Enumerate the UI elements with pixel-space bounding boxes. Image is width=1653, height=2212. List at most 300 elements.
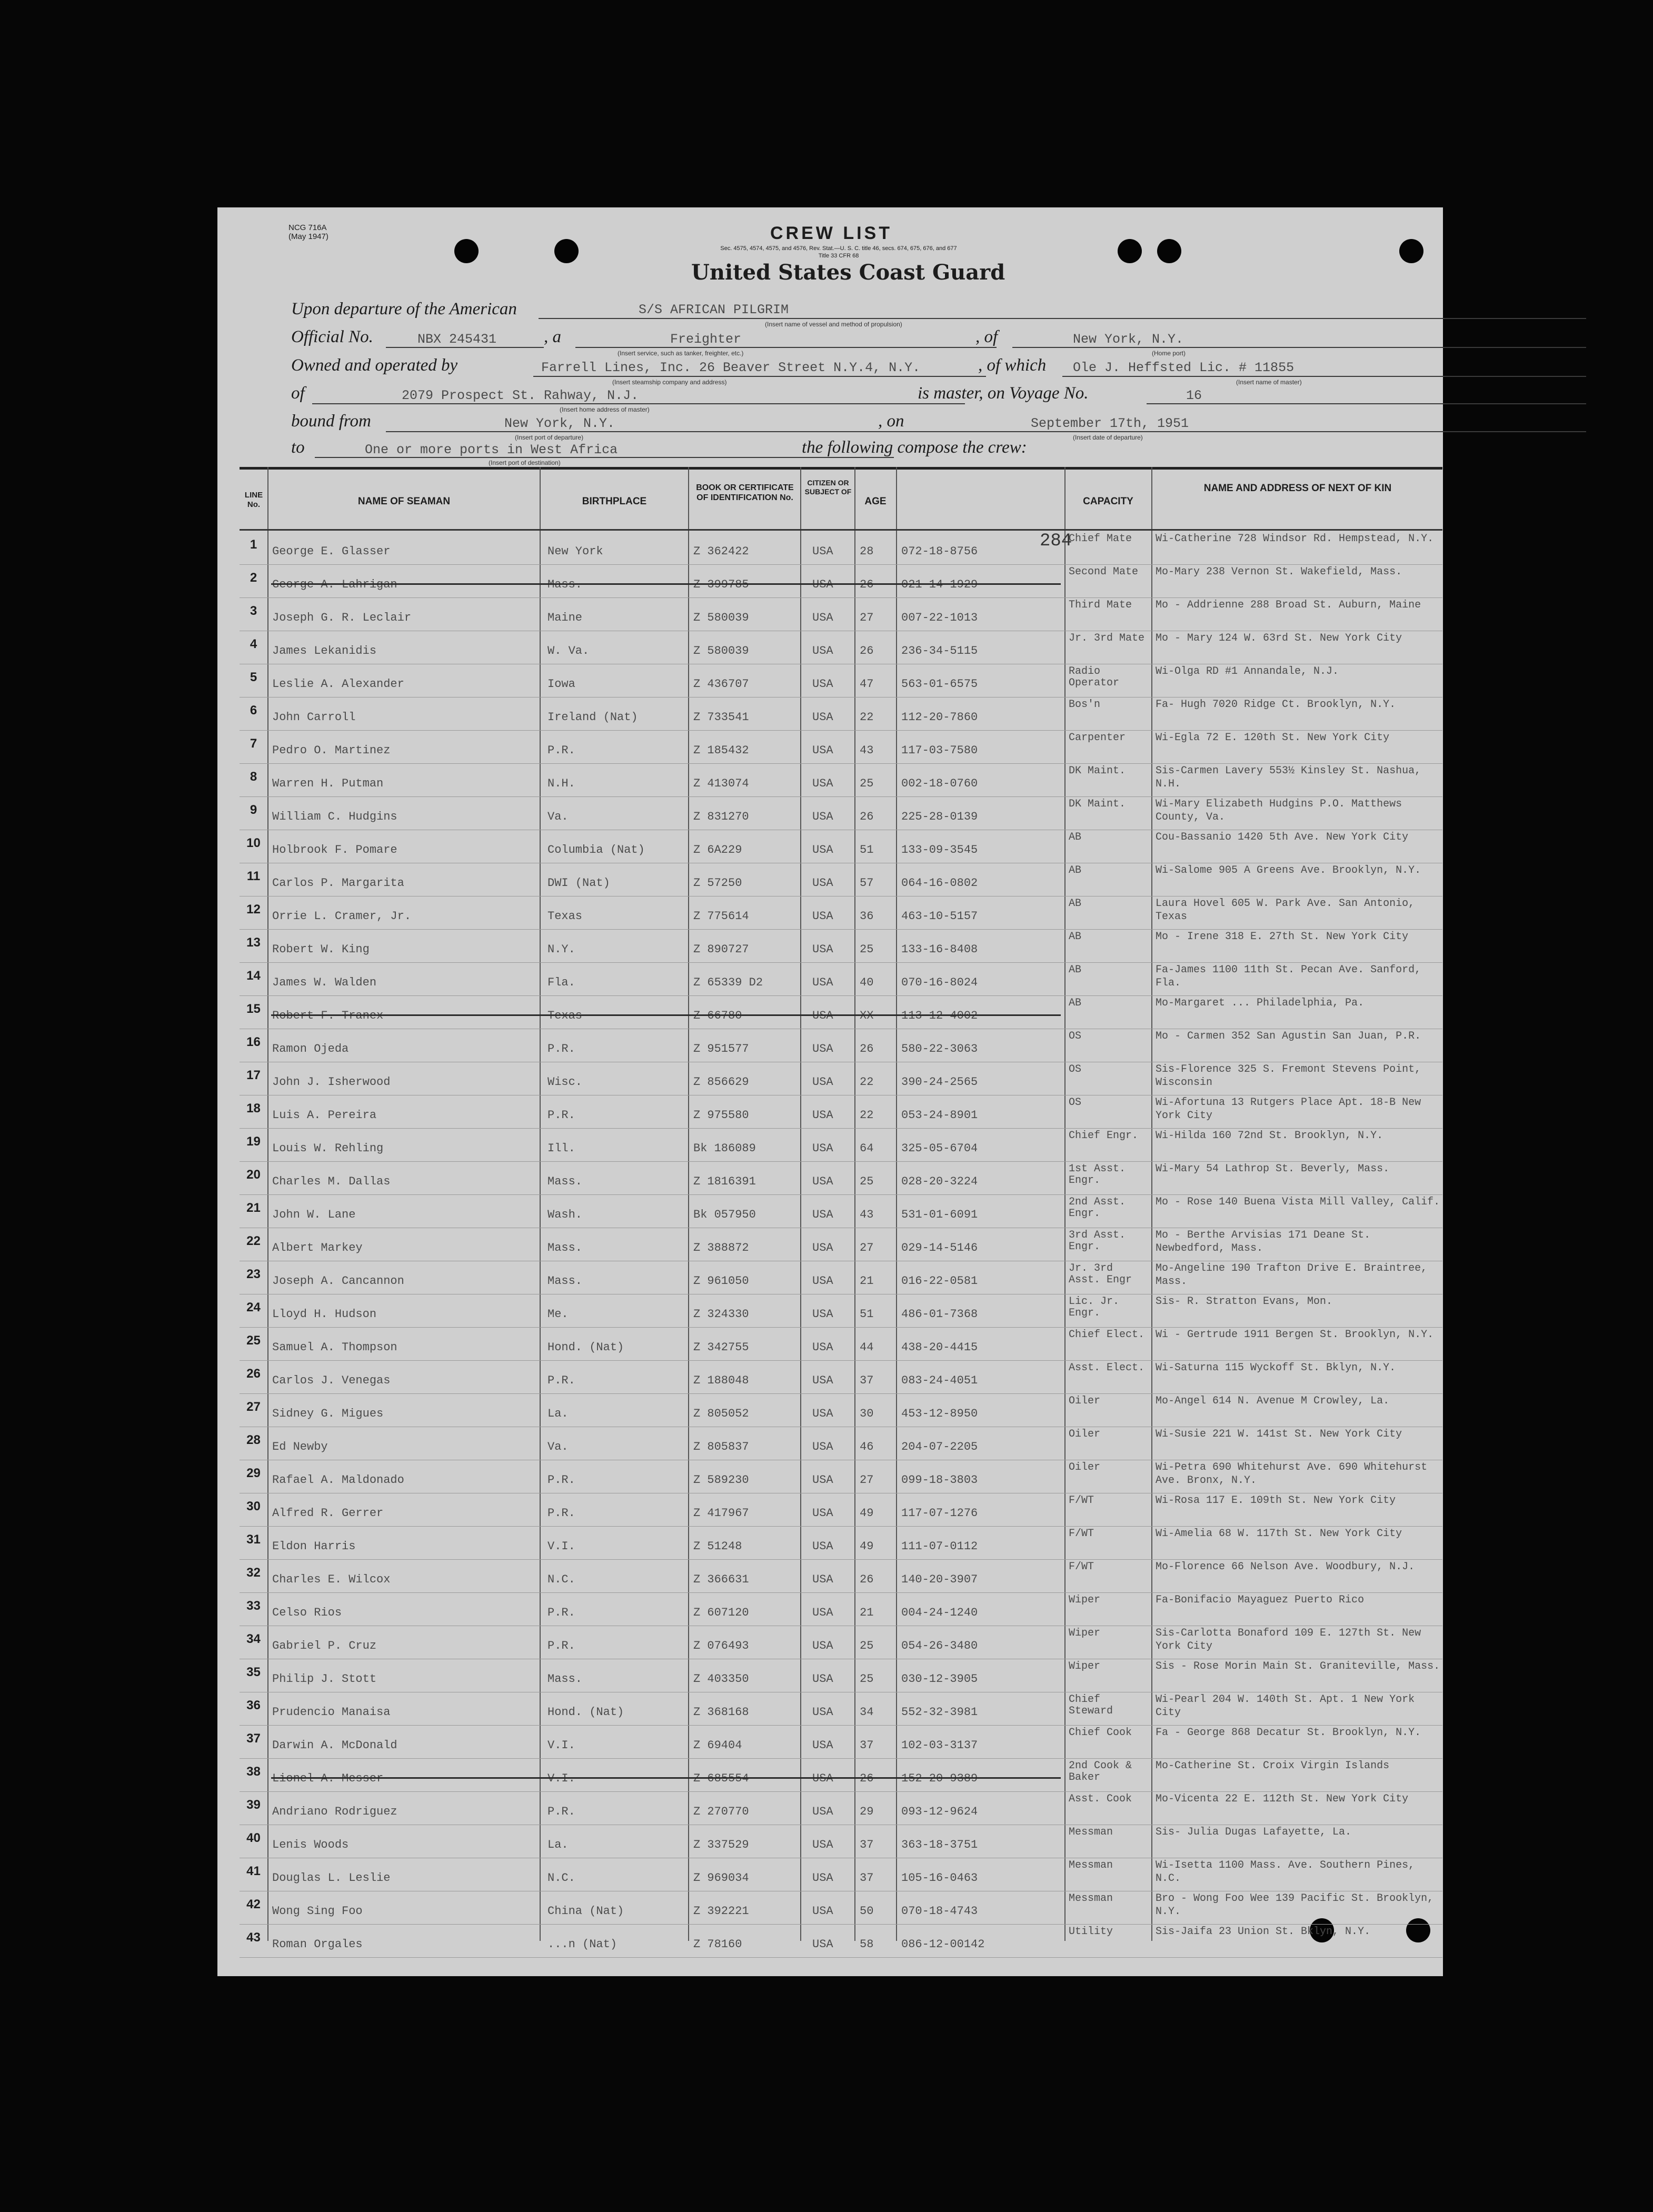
cell-book: Z 775614	[693, 910, 749, 923]
cell-kin: Mo - Carmen 352 San Agustin San Juan, P.R.	[1156, 1030, 1421, 1042]
crew-row	[240, 929, 1442, 963]
cell-name: Ramon Ojeda	[272, 1042, 349, 1055]
col-header-citizen: CITIZEN OR SUBJECT OF	[804, 479, 852, 496]
cell-no: 18	[246, 1101, 261, 1115]
cell-ssn: 007-22-1013	[901, 611, 978, 624]
cell-capacity: Jr. 3rd Asst. Engr	[1069, 1263, 1132, 1286]
cell-capacity: Oiler	[1069, 1396, 1101, 1407]
cell-capacity: AB	[1069, 832, 1082, 843]
cell-no: 40	[246, 1831, 261, 1845]
crew-row	[240, 1493, 1442, 1527]
cell-ssn: 102-03-3137	[901, 1739, 978, 1752]
cell-name: Wong Sing Foo	[272, 1905, 363, 1918]
cell-name: Louis W. Rehling	[272, 1142, 384, 1155]
cell-kin: Sis-Carlotta Bonaford 109 E. 127th St. New York City	[1156, 1627, 1421, 1652]
cell-age: 64	[860, 1142, 874, 1155]
cell-name: John J. Isherwood	[272, 1075, 391, 1089]
punch-hole	[454, 239, 479, 263]
cell-age: 49	[860, 1540, 874, 1553]
cell-book: Z 1816391	[693, 1175, 756, 1188]
cell-book: Z 337529	[693, 1838, 749, 1851]
cell-birthplace: Va.	[547, 1440, 569, 1453]
cell-ssn: 463-10-5157	[901, 910, 978, 923]
crew-row	[240, 564, 1442, 598]
cell-book: Z 076493	[693, 1639, 749, 1652]
cell-name: John W. Lane	[272, 1208, 356, 1221]
cell-citizen: USA	[812, 1639, 833, 1652]
cell-capacity: Oiler	[1069, 1429, 1101, 1440]
cell-capacity: Second Mate	[1069, 566, 1139, 578]
statute-line-2: Title 33 CFR 68	[818, 253, 859, 259]
cell-citizen: USA	[812, 1341, 833, 1354]
cell-citizen: USA	[812, 644, 833, 657]
cell-citizen: USA	[812, 1739, 833, 1752]
cell-no: 33	[246, 1599, 261, 1613]
crew-row	[240, 896, 1442, 930]
cell-no: 32	[246, 1566, 261, 1580]
cell-kin: Bro - Wong Foo Wee 139 Pacific St. Brooklyn, N.Y.	[1156, 1892, 1434, 1918]
cell-age: 44	[860, 1341, 874, 1354]
cell-ssn: 112-20-7860	[901, 711, 978, 724]
cell-ssn: 390-24-2565	[901, 1075, 978, 1089]
cell-ssn: 486-01-7368	[901, 1308, 978, 1321]
home-port: New York, N.Y.	[1073, 332, 1184, 347]
cell-name: Joseph G. R. Leclair	[272, 611, 412, 624]
crew-row	[240, 830, 1442, 863]
cell-no: 38	[246, 1765, 261, 1779]
cell-capacity: F/WT	[1069, 1495, 1094, 1507]
cell-citizen: USA	[812, 711, 833, 724]
cell-capacity: Oiler	[1069, 1462, 1101, 1473]
cell-book: Z 580039	[693, 611, 749, 624]
cell-kin: Mo - Mary 124 W. 63rd St. New York City	[1156, 632, 1402, 644]
cell-age: 51	[860, 1308, 874, 1321]
cell-name: Rafael A. Maldonado	[272, 1473, 404, 1487]
cell-capacity: Asst. Cook	[1069, 1793, 1132, 1805]
crew-row	[240, 1659, 1442, 1692]
owner-caption: (Insert steamship company and address)	[612, 378, 727, 386]
cell-citizen: USA	[812, 1142, 833, 1155]
voyage-number: 16	[1186, 388, 1202, 403]
cell-age: 46	[860, 1440, 874, 1453]
cell-birthplace: Mass.	[547, 1241, 583, 1254]
statute-line: Sec. 4575, 4574, 4575, and 4576, Rev. Stat.—U. S. C. title 46, secs. 674, 675, 676, and 677	[720, 245, 957, 252]
cell-ssn: 070-18-4743	[901, 1905, 978, 1918]
cell-no: 36	[246, 1698, 261, 1712]
cell-no: 28	[246, 1433, 261, 1447]
cell-name: Pedro O. Martinez	[272, 744, 391, 757]
cell-ssn: 552-32-3981	[901, 1706, 978, 1719]
cell-citizen: USA	[812, 876, 833, 890]
cell-no: 13	[246, 935, 261, 950]
cell-book: Z 78160	[693, 1938, 742, 1951]
cell-kin: Sis- Julia Dugas Lafayette, La.	[1156, 1826, 1352, 1838]
cell-ssn: 133-16-8408	[901, 943, 978, 956]
cell-kin: Wi-Afortuna 13 Rutgers Place Apt. 18-B New York City	[1156, 1097, 1421, 1122]
form-number: NCG 716A	[288, 223, 327, 232]
cell-kin: Wi-Olga RD #1 Annandale, N.J.	[1156, 665, 1339, 677]
cell-age: 21	[860, 1274, 874, 1288]
cell-kin: Mo-Angeline 190 Trafton Drive E. Braintree, Mass.	[1156, 1262, 1428, 1288]
departure-port-caption: (Insert port of departure)	[515, 434, 584, 441]
crew-row	[240, 1758, 1442, 1792]
crew-row	[240, 962, 1442, 996]
departure-date-caption: (Insert date of departure)	[1073, 434, 1143, 441]
cell-name: Gabriel P. Cruz	[272, 1639, 377, 1652]
cell-kin: Wi-Hilda 160 72nd St. Brooklyn, N.Y.	[1156, 1130, 1383, 1142]
cell-kin: Cou-Bassanio 1420 5th Ave. New York City	[1156, 831, 1409, 843]
cell-age: 25	[860, 1639, 874, 1652]
cell-name: Ed Newby	[272, 1440, 328, 1453]
cell-ssn: 028-20-3224	[901, 1175, 978, 1188]
cell-citizen: USA	[812, 1075, 833, 1089]
cell-capacity: Chief Steward	[1069, 1694, 1113, 1717]
cell-birthplace: Columbia (Nat)	[547, 843, 645, 856]
cell-no: 16	[246, 1035, 261, 1049]
cell-name: Joseph A. Cancannon	[272, 1274, 404, 1288]
crew-row	[240, 597, 1442, 631]
cell-capacity: Messman	[1069, 1893, 1113, 1905]
cell-book: Z 805052	[693, 1407, 749, 1420]
cell-citizen: USA	[812, 1042, 833, 1055]
cell-ssn: 117-03-7580	[901, 744, 978, 757]
cell-age: 26	[860, 1573, 874, 1586]
a-label: , a	[544, 327, 561, 346]
cell-capacity: AB	[1069, 998, 1082, 1009]
cell-name: Celso Rios	[272, 1606, 342, 1619]
cell-citizen: USA	[812, 1938, 833, 1951]
cell-no: 26	[246, 1367, 261, 1381]
cell-citizen: USA	[812, 1540, 833, 1553]
cell-age: 30	[860, 1407, 874, 1420]
cell-kin: Sis-Florence 325 S. Fremont Stevens Point, Wisconsin	[1156, 1063, 1421, 1089]
cell-age: 25	[860, 1672, 874, 1686]
cell-age: 36	[860, 910, 874, 923]
cell-capacity: Utility	[1069, 1926, 1113, 1938]
cell-book: Z 589230	[693, 1473, 749, 1487]
cell-capacity: Chief Cook	[1069, 1727, 1132, 1739]
crew-row	[240, 1427, 1442, 1460]
crew-row	[240, 1825, 1442, 1858]
cell-age: 43	[860, 744, 874, 757]
cell-book: Z 413074	[693, 777, 749, 790]
cell-birthplace: V.I.	[547, 1540, 575, 1553]
master-name: Ole J. Heffsted Lic. # 11855	[1073, 360, 1294, 375]
cell-no: 39	[246, 1798, 261, 1812]
cell-ssn: 070-16-8024	[901, 976, 978, 989]
cell-book: Z 185432	[693, 744, 749, 757]
cell-book: Z 607120	[693, 1606, 749, 1619]
cell-no: 7	[250, 736, 257, 751]
crew-row	[240, 1592, 1442, 1626]
cell-ssn: 580-22-3063	[901, 1042, 978, 1055]
cell-no: 42	[246, 1897, 261, 1911]
cell-name: George E. Glasser	[272, 545, 391, 558]
crew-row	[240, 1924, 1442, 1958]
cell-book: Z 805837	[693, 1440, 749, 1453]
cell-book: Z 324330	[693, 1308, 749, 1321]
cell-name: Roman Orgales	[272, 1938, 363, 1951]
cell-citizen: USA	[812, 943, 833, 956]
cell-birthplace: W. Va.	[547, 644, 590, 657]
crew-row	[240, 1725, 1442, 1759]
cell-kin: Mo - Berthe Arvisias 171 Deane St. Newbedford, Mass.	[1156, 1229, 1371, 1254]
cell-age: 51	[860, 843, 874, 856]
cell-birthplace: N.H.	[547, 777, 575, 790]
cell-birthplace: Wisc.	[547, 1075, 583, 1089]
cell-capacity: OS	[1069, 1064, 1082, 1075]
cell-no: 3	[250, 604, 257, 618]
bound-label: bound from	[291, 412, 371, 431]
cell-kin: Sis- R. Stratton Evans, Mon.	[1156, 1296, 1333, 1308]
crew-row	[240, 1294, 1442, 1328]
crew-row	[240, 1526, 1442, 1560]
cell-name: Warren H. Putman	[272, 777, 384, 790]
cell-name: Carlos J. Venegas	[272, 1374, 391, 1387]
cell-ssn: 093-12-9624	[901, 1805, 978, 1818]
crew-row	[240, 1460, 1442, 1493]
cell-birthplace: P.R.	[547, 1639, 575, 1652]
cell-book: Z 831270	[693, 810, 749, 823]
departure-label: Upon departure of the American	[291, 300, 517, 318]
cell-age: 25	[860, 777, 874, 790]
crew-row	[240, 995, 1442, 1029]
cell-capacity: 2nd Cook & Baker	[1069, 1760, 1132, 1783]
cell-citizen: USA	[812, 1241, 833, 1254]
cell-ssn: 438-20-4415	[901, 1341, 978, 1354]
crew-row	[240, 697, 1442, 731]
on-label: , on	[878, 412, 904, 431]
cell-no: 29	[246, 1466, 261, 1480]
cell-book: Z 69404	[693, 1739, 742, 1752]
cell-birthplace: P.R.	[547, 1805, 575, 1818]
cell-name: Lloyd H. Hudson	[272, 1308, 377, 1321]
cell-ssn: 029-14-5146	[901, 1241, 978, 1254]
crew-row	[240, 1261, 1442, 1294]
crew-row	[240, 1393, 1442, 1427]
cell-kin: Sis-Carmen Lavery 553½ Kinsley St. Nashua, N.H.	[1156, 765, 1421, 790]
cell-birthplace: N.C.	[547, 1573, 575, 1586]
cell-capacity: AB	[1069, 898, 1082, 910]
cell-book: Z 403350	[693, 1672, 749, 1686]
owner: Farrell Lines, Inc. 26 Beaver Street N.Y.4, N.Y.	[541, 360, 921, 375]
cell-book: Z 392221	[693, 1905, 749, 1918]
cell-book: Z 65339 D2	[693, 976, 763, 989]
cell-capacity: Radio Operator	[1069, 666, 1120, 689]
cell-capacity: 3rd Asst. Engr.	[1069, 1230, 1126, 1253]
cell-age: 27	[860, 611, 874, 624]
cell-capacity: Wiper	[1069, 1661, 1101, 1672]
cell-birthplace: Ireland (Nat)	[547, 711, 638, 724]
cell-kin: Wi-Isetta 1100 Mass. Ave. Southern Pines, N.C.	[1156, 1859, 1415, 1885]
cell-ssn: 325-05-6704	[901, 1142, 978, 1155]
cell-capacity: 2nd Asst. Engr.	[1069, 1197, 1126, 1220]
cell-capacity: Messman	[1069, 1827, 1113, 1838]
crew-row	[240, 1858, 1442, 1891]
cell-name: Philip J. Stott	[272, 1672, 377, 1686]
cell-no: 20	[246, 1168, 261, 1182]
cell-name: Charles E. Wilcox	[272, 1573, 391, 1586]
cell-book: Z 733541	[693, 711, 749, 724]
agency-title: United States Coast Guard	[691, 260, 1005, 285]
col-header-book-full: BOOK OR CERTIFICATE OF IDENTIFICATION No.	[696, 483, 794, 502]
crew-row	[240, 1062, 1442, 1095]
owned-label: Owned and operated by	[291, 356, 458, 375]
col-header-birthplace: BIRTHPLACE	[582, 496, 647, 507]
cell-no: 25	[246, 1333, 261, 1348]
cell-ssn: 053-24-8901	[901, 1109, 978, 1122]
crew-row	[240, 1327, 1442, 1361]
cell-name: John Carroll	[272, 711, 356, 724]
cell-citizen: USA	[812, 910, 833, 923]
cell-ssn: 099-18-3803	[901, 1473, 978, 1487]
cell-age: 37	[860, 1374, 874, 1387]
cell-citizen: USA	[812, 1606, 833, 1619]
cell-citizen: USA	[812, 1440, 833, 1453]
master-address-caption: (Insert home address of master)	[560, 406, 650, 413]
home-port-caption: (Home port)	[1152, 350, 1186, 357]
cell-no: 27	[246, 1400, 261, 1414]
cell-book: Z 366631	[693, 1573, 749, 1586]
cell-citizen: USA	[812, 1374, 833, 1387]
cell-age: 22	[860, 1109, 874, 1122]
cell-name: Andriano Rodriguez	[272, 1805, 397, 1818]
cell-no: 41	[246, 1864, 261, 1878]
cell-book: Bk 057950	[693, 1208, 756, 1221]
cell-kin: Wi-Saturna 115 Wyckoff St. Bklyn, N.Y.	[1156, 1362, 1396, 1374]
cell-kin: Wi-Rosa 117 E. 109th St. New York City	[1156, 1494, 1396, 1507]
cell-no: 8	[250, 770, 257, 784]
cell-capacity: Chief Elect.	[1069, 1329, 1145, 1341]
cell-citizen: USA	[812, 1109, 833, 1122]
cell-capacity: AB	[1069, 931, 1082, 943]
cell-citizen: USA	[812, 1208, 833, 1221]
cell-kin: Mo - Addrienne 288 Broad St. Auburn, Maine	[1156, 599, 1421, 611]
cell-age: 22	[860, 711, 874, 724]
cell-capacity: Wiper	[1069, 1628, 1101, 1639]
cell-birthplace: V.I.	[547, 1739, 575, 1752]
of-label: , of	[975, 327, 998, 346]
cell-name: James Lekanidis	[272, 644, 377, 657]
cell-kin: Fa-James 1100 11th St. Pecan Ave. Sanford, Fla.	[1156, 964, 1421, 989]
cell-citizen: USA	[812, 1573, 833, 1586]
cell-kin: Wi-Catherine 728 Windsor Rd. Hempstead, N.Y.	[1156, 533, 1434, 545]
strikethrough-line	[271, 1014, 1061, 1016]
cell-ssn: 363-18-3751	[901, 1838, 978, 1851]
cell-age: 26	[860, 644, 874, 657]
cell-citizen: USA	[812, 611, 833, 624]
cell-birthplace: P.R.	[547, 1473, 575, 1487]
cell-birthplace: P.R.	[547, 744, 575, 757]
cell-ssn: 064-16-0802	[901, 876, 978, 890]
cell-no: 6	[250, 703, 257, 718]
to-label: to	[291, 438, 305, 457]
of-which-label: , of which	[978, 356, 1047, 375]
crew-row	[240, 863, 1442, 896]
cell-birthplace: DWI (Nat)	[547, 876, 610, 890]
cell-book: Z 856629	[693, 1075, 749, 1089]
cell-no: 17	[246, 1068, 261, 1082]
cell-citizen: USA	[812, 1805, 833, 1818]
crew-row	[240, 1095, 1442, 1129]
official-no-label: Official No.	[291, 327, 373, 346]
cell-no: 30	[246, 1499, 261, 1513]
cell-citizen: USA	[812, 1838, 833, 1851]
cell-citizen: USA	[812, 677, 833, 691]
cell-kin: Mo-Mary 238 Vernon St. Wakefield, Mass.	[1156, 566, 1402, 578]
cell-no: 1	[250, 537, 257, 552]
compose-label: the following compose the crew:	[802, 438, 1027, 457]
punch-hole	[1118, 239, 1142, 263]
cell-capacity: F/WT	[1069, 1528, 1094, 1540]
annotation-number: 284	[1040, 531, 1072, 551]
cell-birthplace: La.	[547, 1407, 569, 1420]
strikethrough-line	[271, 583, 1061, 585]
cell-age: 22	[860, 1075, 874, 1089]
cell-kin: Mo-Catherine St. Croix Virgin Islands	[1156, 1760, 1390, 1772]
cell-age: 40	[860, 976, 874, 989]
cell-kin: Wi-Petra 690 Whitehurst Ave. 690 Whitehurst Ave. Bronx, N.Y.	[1156, 1461, 1428, 1487]
cell-age: 49	[860, 1507, 874, 1520]
cell-birthplace: Me.	[547, 1308, 569, 1321]
cell-age: 21	[860, 1606, 874, 1619]
cell-ssn: 204-07-2205	[901, 1440, 978, 1453]
cell-ssn: 086-12-00142	[901, 1938, 985, 1951]
cell-name: Prudencio Manaisa	[272, 1706, 391, 1719]
cell-age: 43	[860, 1208, 874, 1221]
cell-book: Z 890727	[693, 943, 749, 956]
crew-row	[240, 1891, 1442, 1925]
cell-capacity: AB	[1069, 964, 1082, 976]
cell-no: 10	[246, 836, 261, 850]
col-header-kin: NAME AND ADDRESS OF NEXT OF KIN	[1203, 483, 1392, 494]
cell-kin: Laura Hovel 605 W. Park Ave. San Antonio, Texas	[1156, 898, 1415, 923]
cell-kin: Fa- Hugh 7020 Ridge Ct. Brooklyn, N.Y.	[1156, 699, 1396, 711]
cell-birthplace: Maine	[547, 611, 583, 624]
cell-birthplace: P.R.	[547, 1042, 575, 1055]
cell-capacity: Chief Engr.	[1069, 1130, 1139, 1142]
cell-ssn: 105-16-0463	[901, 1871, 978, 1885]
cell-name: Robert W. King	[272, 943, 370, 956]
cell-name: Darwin A. McDonald	[272, 1739, 397, 1752]
cell-name: Carlos P. Margarita	[272, 876, 404, 890]
cell-name: James W. Walden	[272, 976, 377, 989]
cell-birthplace: N.Y.	[547, 943, 575, 956]
vessel-type-caption: (Insert service, such as tanker, freighter, etc.)	[618, 350, 744, 357]
cell-kin: Wi-Pearl 204 W. 140th St. Apt. 1 New York City	[1156, 1693, 1415, 1719]
cell-birthplace: Fla.	[547, 976, 575, 989]
cell-age: 50	[860, 1905, 874, 1918]
cell-capacity: OS	[1069, 1097, 1082, 1109]
of2-label: of	[291, 384, 305, 403]
cell-birthplace: Mass.	[547, 1672, 583, 1686]
cell-age: 25	[860, 943, 874, 956]
cell-no: 19	[246, 1134, 261, 1149]
cell-birthplace: La.	[547, 1838, 569, 1851]
destination: One or more ports in West Africa	[365, 442, 618, 457]
cell-kin: Mo-Margaret ... Philadelphia, Pa.	[1156, 997, 1365, 1009]
cell-kin: Mo-Florence 66 Nelson Ave. Woodbury, N.J.	[1156, 1561, 1415, 1573]
cell-name: Alfred R. Gerrer	[272, 1507, 384, 1520]
cell-age: 28	[860, 545, 874, 558]
cell-kin: Wi-Egla 72 E. 120th St. New York City	[1156, 732, 1390, 744]
cell-no: 31	[246, 1532, 261, 1547]
col-header-name: NAME OF SEAMAN	[357, 496, 451, 507]
cell-book: Z 417967	[693, 1507, 749, 1520]
cell-no: 11	[246, 869, 261, 883]
cell-book: Z 436707	[693, 677, 749, 691]
cell-name: Lenis Woods	[272, 1838, 349, 1851]
